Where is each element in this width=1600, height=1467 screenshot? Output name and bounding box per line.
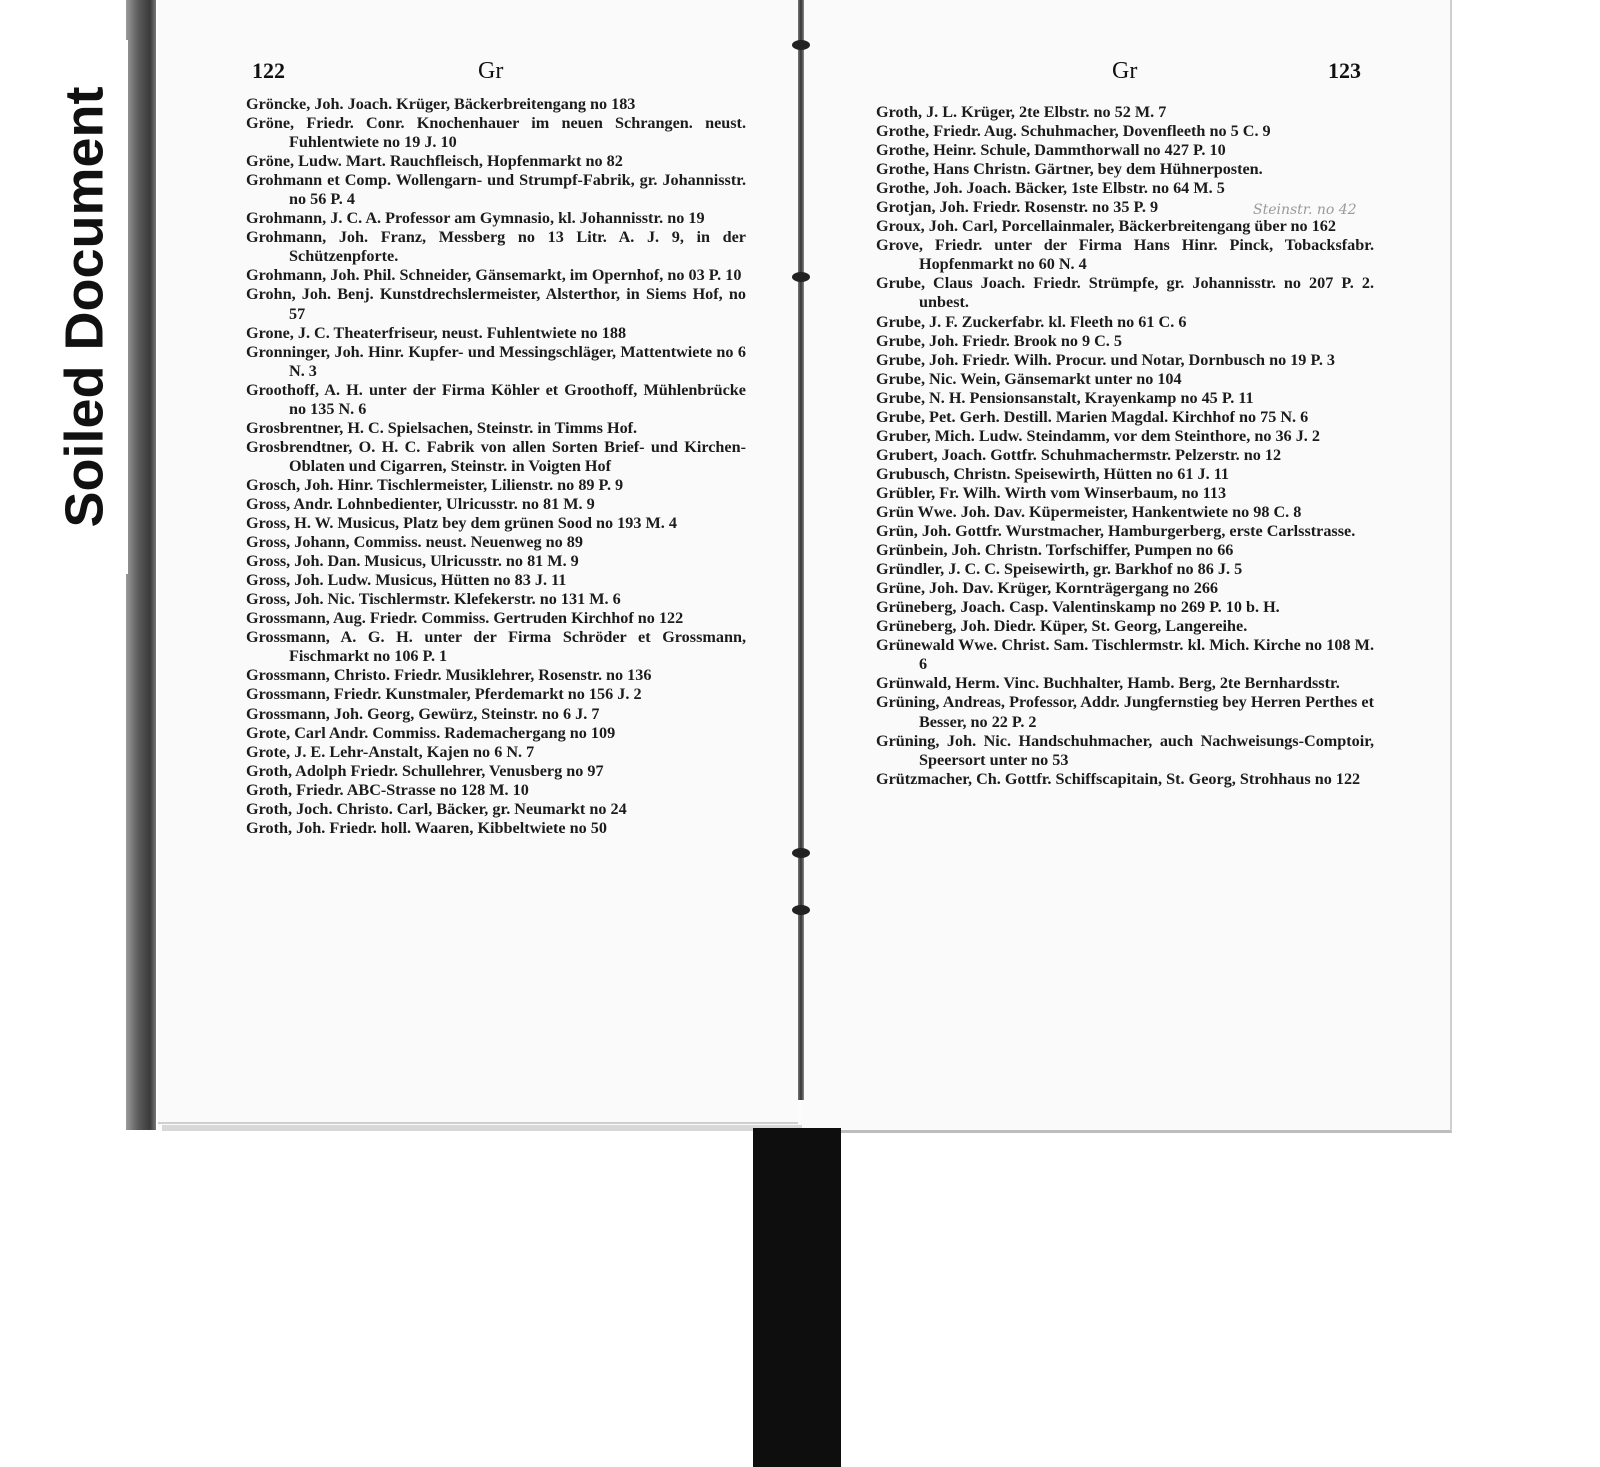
directory-entry: Grünwald, Herm. Vinc. Buchhalter, Hamb. Berg, 2te Bernhardsstr.	[876, 674, 1340, 693]
directory-entry: Grossmann, Friedr. Kunstmaler, Pferdemarkt no 156 J. 2	[246, 685, 642, 704]
directory-entry: Grube, Claus Joach. Friedr. Strümpfe, gr. Johannisstr. no 207 P. 2. unbest.	[876, 274, 1374, 312]
directory-entry: Grossmann, A. G. H. unter der Firma Schröder et Grossmann, Fischmarkt no 106 P. 1	[246, 628, 746, 666]
directory-entry: Grüning, Andreas, Professor, Addr. Jungfernstieg bey Herren Perthes et Besser, no 22 P. 2	[876, 693, 1374, 731]
left-directory-column	[246, 95, 746, 838]
right-running-head: Gr	[1112, 58, 1138, 84]
directory-entry: Grube, Joh. Friedr. Brook no 9 C. 5	[876, 331, 1122, 350]
soiled-document-stamp	[42, 40, 128, 574]
directory-entry: Grothe, Joh. Joach. Bäcker, 1ste Elbstr. no 64 M. 5	[876, 179, 1225, 198]
directory-entry: Grützmacher, Ch. Gottfr. Schiffscapitain, St. Georg, Strohhaus no 122	[876, 769, 1361, 788]
directory-entry: Grosch, Joh. Hinr. Tischlermeister, Lilienstr. no 89 P. 9	[246, 475, 624, 494]
directory-entry: Grohn, Joh. Benj. Kunstdrechslermeister, Alsterthor, in Siems Hof, no 57	[246, 285, 746, 323]
directory-entry: Gross, Joh. Ludw. Musicus, Hütten no 83 J. 11	[246, 571, 567, 590]
directory-entry: Grube, N. H. Pensionsanstalt, Krayenkamp no 45 P. 11	[876, 388, 1254, 407]
directory-entry: Grosbrendtner, O. H. C. Fabrik von allen Sorten Brief- und Kirchen-Oblaten und Cigarren, Steinstr. in Voigten Hof	[246, 437, 746, 475]
stamp-label: Soiled Document	[55, 86, 116, 528]
left-running-head: Gr	[478, 58, 504, 84]
directory-entry: Groth, J. L. Krüger, 2te Elbstr. no 52 M. 7	[876, 103, 1167, 121]
directory-entry: Groth, Adolph Friedr. Schullehrer, Venusberg no 97	[246, 761, 604, 780]
directory-entry: Gross, H. W. Musicus, Platz bey dem grünen Sood no 193 M. 4	[246, 514, 677, 533]
directory-entry: Groth, Joh. Friedr. holl. Waaren, Kibbeltwiete no 50	[246, 818, 607, 837]
directory-entry: Grotjan, Joh. Friedr. Rosenstr. no 35 P. 9	[876, 198, 1159, 217]
stitch-mark	[792, 905, 810, 915]
directory-entry: Grübler, Fr. Wilh. Wirth vom Winserbaum, no 113	[876, 483, 1227, 502]
directory-entry: Grote, J. E. Lehr-Anstalt, Kajen no 6 N. 7	[246, 742, 535, 761]
directory-entry: Grohmann et Comp. Wollengarn- und Strumpf-Fabrik, gr. Johannisstr. no 56 P. 4	[246, 171, 746, 209]
directory-entry: Grube, Joh. Friedr. Wilh. Procur. und Notar, Dornbusch no 19 P. 3	[876, 350, 1336, 369]
directory-entry: Grüne, Joh. Dav. Krüger, Kornträgergang no 266	[876, 579, 1219, 598]
binding-edge	[126, 0, 156, 1130]
directory-entry: Grothe, Heinr. Schule, Dammthorwall no 427 P. 10	[876, 141, 1226, 160]
directory-entry: Grube, Nic. Wein, Gänsemarkt unter no 104	[876, 369, 1182, 388]
directory-entry: Grüneberg, Joh. Diedr. Küper, St. Georg, Langereihe.	[876, 617, 1248, 636]
directory-entry: Gruber, Mich. Ludw. Steindamm, vor dem Steinthore, no 36 J. 2	[876, 426, 1320, 445]
directory-entry: Groux, Joh. Carl, Porcellainmaler, Bäckerbreitengang über no 162	[876, 217, 1336, 236]
directory-entry: Grubert, Joach. Gottfr. Schuhmachermstr. Pelzerstr. no 12	[876, 445, 1282, 464]
right-page-number: 123	[1328, 58, 1361, 83]
stitch-mark	[792, 40, 810, 50]
directory-entry: Grün, Joh. Gottfr. Wurstmacher, Hamburgerberg, erste Carlsstrasse.	[876, 522, 1356, 541]
directory-entry: Gross, Andr. Lohnbedienter, Ulricusstr. no 81 M. 9	[246, 494, 595, 513]
handwritten-annotation: Steinstr. no 42	[1253, 202, 1357, 218]
directory-entry: Grone, J. C. Theaterfriseur, neust. Fuhlentwiete no 188	[246, 323, 627, 342]
directory-entry: Grüning, Joh. Nic. Handschuhmacher, auch Nachweisungs-Comptoir, Speersort unter no 53	[876, 731, 1374, 769]
directory-entry: Grossmann, Aug. Friedr. Commiss. Gertruden Kirchhof no 122	[246, 609, 684, 628]
directory-entry: Grubusch, Christn. Speisewirth, Hütten no 61 J. 11	[876, 464, 1230, 483]
scan-marker-bar	[753, 1128, 841, 1467]
directory-entry: Grossmann, Christo. Friedr. Musiklehrer, Rosenstr. no 136	[246, 666, 652, 685]
directory-entry: Grünbein, Joh. Christn. Torfschiffer, Pumpen no 66	[876, 541, 1234, 560]
directory-entry: Gross, Johann, Commiss. neust. Neuenweg no 89	[246, 533, 583, 552]
directory-entry: Groth, Friedr. ABC-Strasse no 128 M. 10	[246, 780, 529, 799]
directory-entry: Grüneberg, Joach. Casp. Valentinskamp no 269 P. 10 b. H.	[876, 598, 1280, 617]
directory-entry: Grube, Pet. Gerh. Destill. Marien Magdal. Kirchhof no 75 N. 6	[876, 407, 1309, 426]
directory-entry: Gröne, Friedr. Conr. Knochenhauer im neuen Schrangen. neust. Fuhlentwiete no 19 J. 10	[246, 114, 746, 152]
directory-entry: Grothe, Hans Christn. Gärtner, bey dem Hühnerposten.	[876, 160, 1263, 179]
directory-entry: Grothe, Friedr. Aug. Schuhmacher, Dovenfleeth no 5 C. 9	[876, 122, 1271, 141]
directory-entry: Grün Wwe. Joh. Dav. Küpermeister, Hankentwiete no 98 C. 8	[876, 502, 1302, 521]
directory-entry: Grosbrentner, H. C. Spielsachen, Steinstr. in Timms Hof.	[246, 418, 638, 437]
directory-entry: Grove, Friedr. unter der Firma Hans Hinr. Pinck, Tobacksfabr. Hopfenmarkt no 60 N. 4	[876, 236, 1374, 274]
directory-entry: Grube, J. F. Zuckerfabr. kl. Fleeth no 61 C. 6	[876, 312, 1187, 331]
directory-entry: Grohmann, J. C. A. Professor am Gymnasio, kl. Johannisstr. no 19	[246, 209, 705, 228]
directory-entry: Gröne, Ludw. Mart. Rauchfleisch, Hopfenmarkt no 82	[246, 152, 623, 171]
directory-entry: Gründler, J. C. C. Speisewirth, gr. Barkhof no 86 J. 5	[876, 560, 1243, 579]
directory-entry: Grote, Carl Andr. Commiss. Rademachergang no 109	[246, 723, 616, 742]
directory-entry: Grossmann, Joh. Georg, Gewürz, Steinstr. no 6 J. 7	[246, 704, 600, 723]
stitch-mark	[792, 272, 810, 282]
directory-entry: Gross, Joh. Dan. Musicus, Ulricusstr. no 81 M. 9	[246, 552, 579, 571]
directory-entry: Grohmann, Joh. Phil. Schneider, Gänsemarkt, im Opernhof, no 03 P. 10	[246, 266, 742, 285]
directory-entry: Groothoff, A. H. unter der Firma Köhler et Groothoff, Mühlenbrücke no 135 N. 6	[246, 380, 746, 418]
directory-entry: Groth, Joch. Christo. Carl, Bäcker, gr. Neumarkt no 24	[246, 799, 627, 818]
directory-entry: Gröncke, Joh. Joach. Krüger, Bäckerbreitengang no 183	[246, 95, 636, 113]
book-gutter	[798, 0, 804, 1100]
directory-entry: Gronninger, Joh. Hinr. Kupfer- und Messingschläger, Mattentwiete no 6 N. 3	[246, 342, 746, 380]
directory-entry: Gross, Joh. Nic. Tischlermstr. Klefekerstr. no 131 M. 6	[246, 590, 621, 609]
directory-entry: Grohmann, Joh. Franz, Messberg no 13 Litr. A. J. 9, in der Schützenpforte.	[246, 228, 746, 266]
left-page-number: 122	[252, 58, 285, 83]
stitch-mark	[792, 848, 810, 858]
directory-entry: Grünewald Wwe. Christ. Sam. Tischlermstr. kl. Mich. Kirche no 108 M. 6	[876, 636, 1374, 674]
